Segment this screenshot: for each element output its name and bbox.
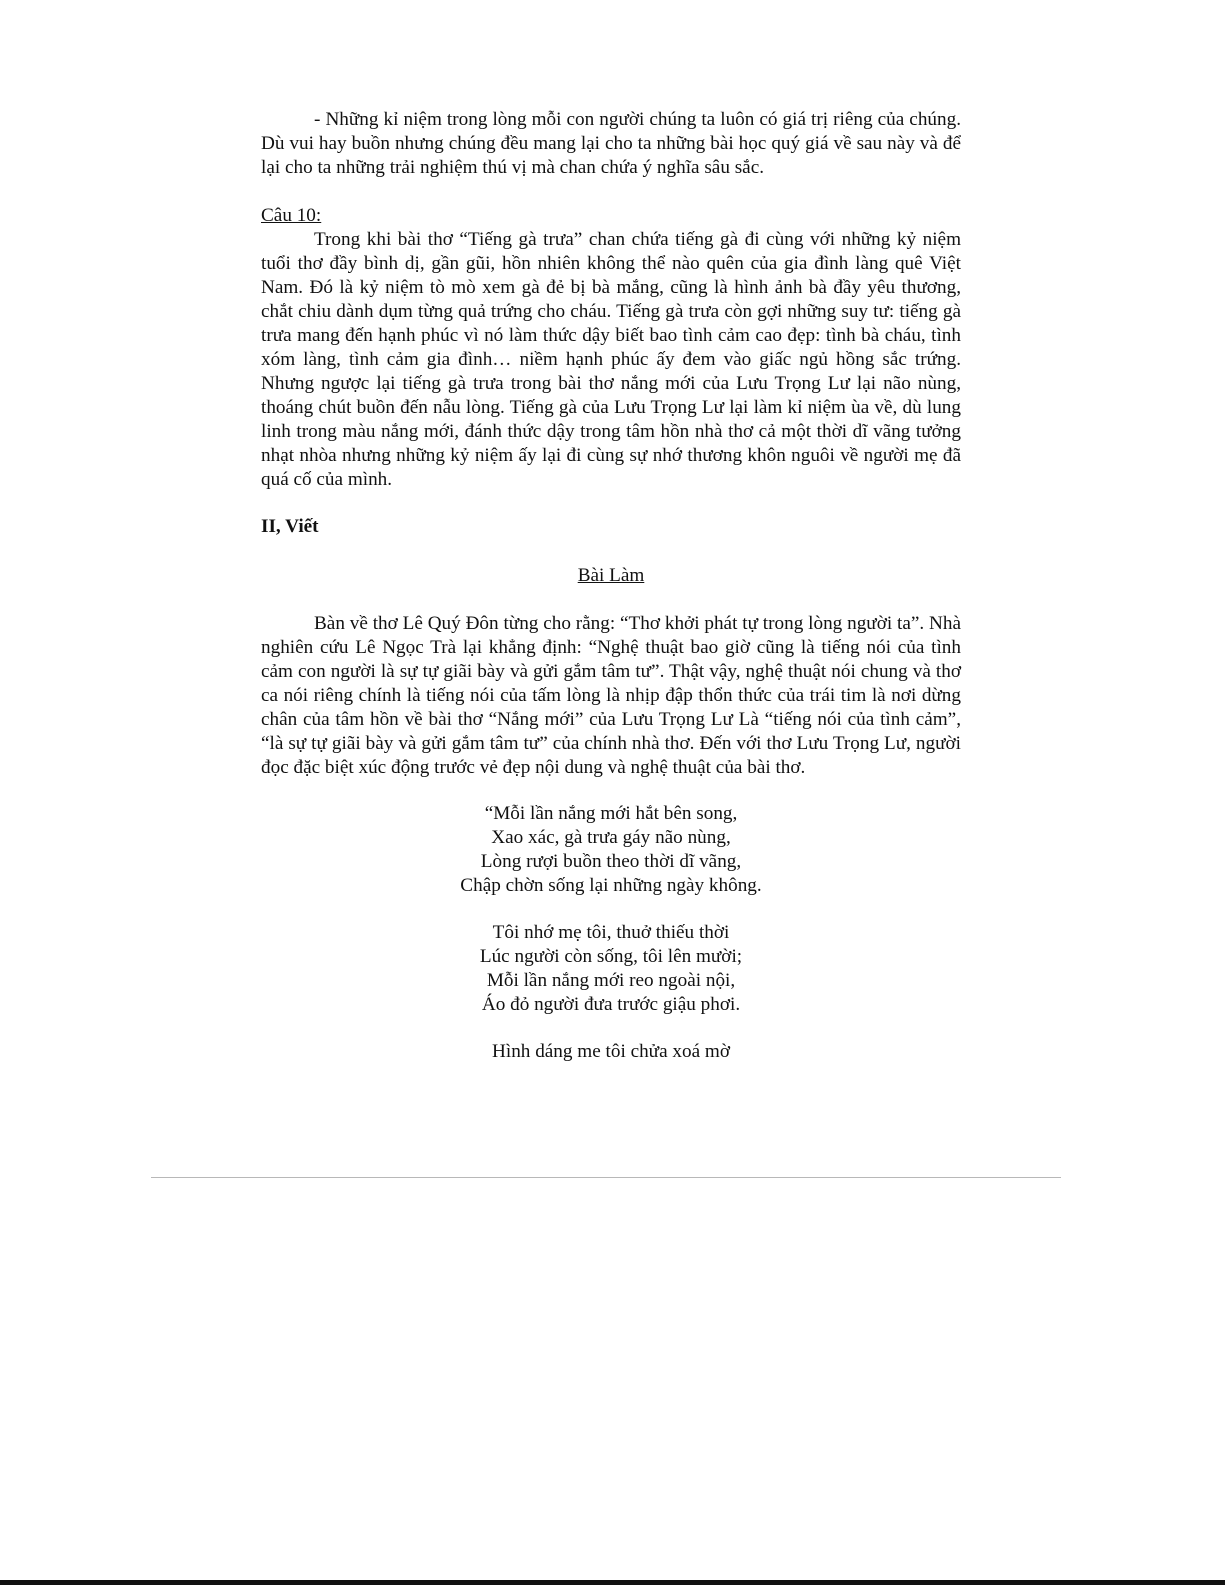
question-10-heading: Câu 10: [261,205,322,226]
poem-stanza-1 [261,802,961,898]
essay-title-container [261,564,961,588]
poem-line: Lúc người còn sống, tôi lên mười; [479,946,743,967]
poem-line: Áo đỏ người đưa trước giậu phơi. [481,994,741,1015]
poem-line: Chập chờn sống lại những ngày không. [460,875,762,896]
poem-line: Tôi nhớ mẹ tôi, thuở thiếu thời [492,922,730,943]
intro-paragraph: - Những kỉ niệm trong lòng mỗi con người chúng ta luôn có giá trị riêng của chúng. Dù vui hay buồn nhưng chúng đều mang lại cho ta những bài học quý giá về sau này và để lại cho ta những trải nghiệm thú vị mà chan chứa ý nghĩa sâu sắc. [261,109,961,178]
question-10-paragraph: Trong khi bài thơ “Tiếng gà trưa” chan chứa tiếng gà đi cùng với những kỷ niệm tuổi thơ đầy bình dị, gần gũi, hồn nhiên không thể nào quên của gia đình làng quê Việt Nam. Đó là kỷ niệm tò mò xem gà đẻ bị bà mắng, cũng là hình ảnh bà đầy yêu thương, chắt chiu dành dụm từng quả trứng cho cháu. Tiếng gà trưa còn gợi những suy tư: tiếng gà trưa mang đến hạnh phúc vì nó làm thức dậy biết bao tình cảm cao đẹp: tình bà cháu, tình xóm làng, tình cảm gia đình… niềm hạnh phúc ấy đem vào giấc ngủ hồng sắc trứng. Nhưng ngược lại tiếng gà trưa trong bài thơ nắng mới của Lưu Trọng Lư lại não nùng, thoáng chút buồn đến nẫu lòng. Tiếng gà của Lưu Trọng Lư lại làm kỉ niệm ùa về, dù lung linh trong màu nắng mới, đánh thức dậy trong tâm hồn nhà thơ cả một thời dĩ vãng tưởng nhạt nhòa nhưng những kỷ niệm ấy lại đi cùng sự nhớ thương khôn nguôi về người mẹ đã quá cố của mình. [261,229,961,490]
section-heading-viet: II, Viết [261,516,319,537]
page-divider [151,1177,1061,1178]
essay-title: Bài Làm [577,565,645,586]
poem-line: Lòng rượi buồn theo thời dĩ vãng, [480,851,742,872]
poem-line: Hình dáng me tôi chửa xoá mờ [492,1041,730,1062]
poem-stanza-2 [261,921,961,1017]
poem-line: Mỗi lần nắng mới reo ngoài nội, [486,970,736,991]
poem-line: “Mỗi lần nắng mới hắt bên song, [484,803,738,824]
bottom-edge-bar [0,1580,1225,1585]
poem-line: Xao xác, gà trưa gáy não nùng, [491,827,731,848]
poem-stanza-3 [261,1040,961,1064]
essay-paragraph: Bàn về thơ Lê Quý Đôn từng cho rằng: “Thơ khởi phát tự trong lòng người ta”. Nhà nghiên cứu Lê Ngọc Trà lại khẳng định: “Nghệ thuật bao giờ cũng là tiếng nói của tình cảm con người là sự tự giãi bày và gửi gắm tâm tư”. Thật vậy, nghệ thuật nói chung và thơ ca nói riêng chính là tiếng nói của tấm lòng là nhịp đập thổn thức của trái tim là nơi dừng chân của tâm hồn về bài thơ “Nắng mới” của Lưu Trọng Lư Là “tiếng nói của tình cảm”, “là sự tự giãi bày và gửi gắm tâm tư” của chính nhà thơ. Đến với thơ Lưu Trọng Lư, người đọc đặc biệt xúc động trước vẻ đẹp nội dung và nghệ thuật của bài thơ. [261,613,961,778]
